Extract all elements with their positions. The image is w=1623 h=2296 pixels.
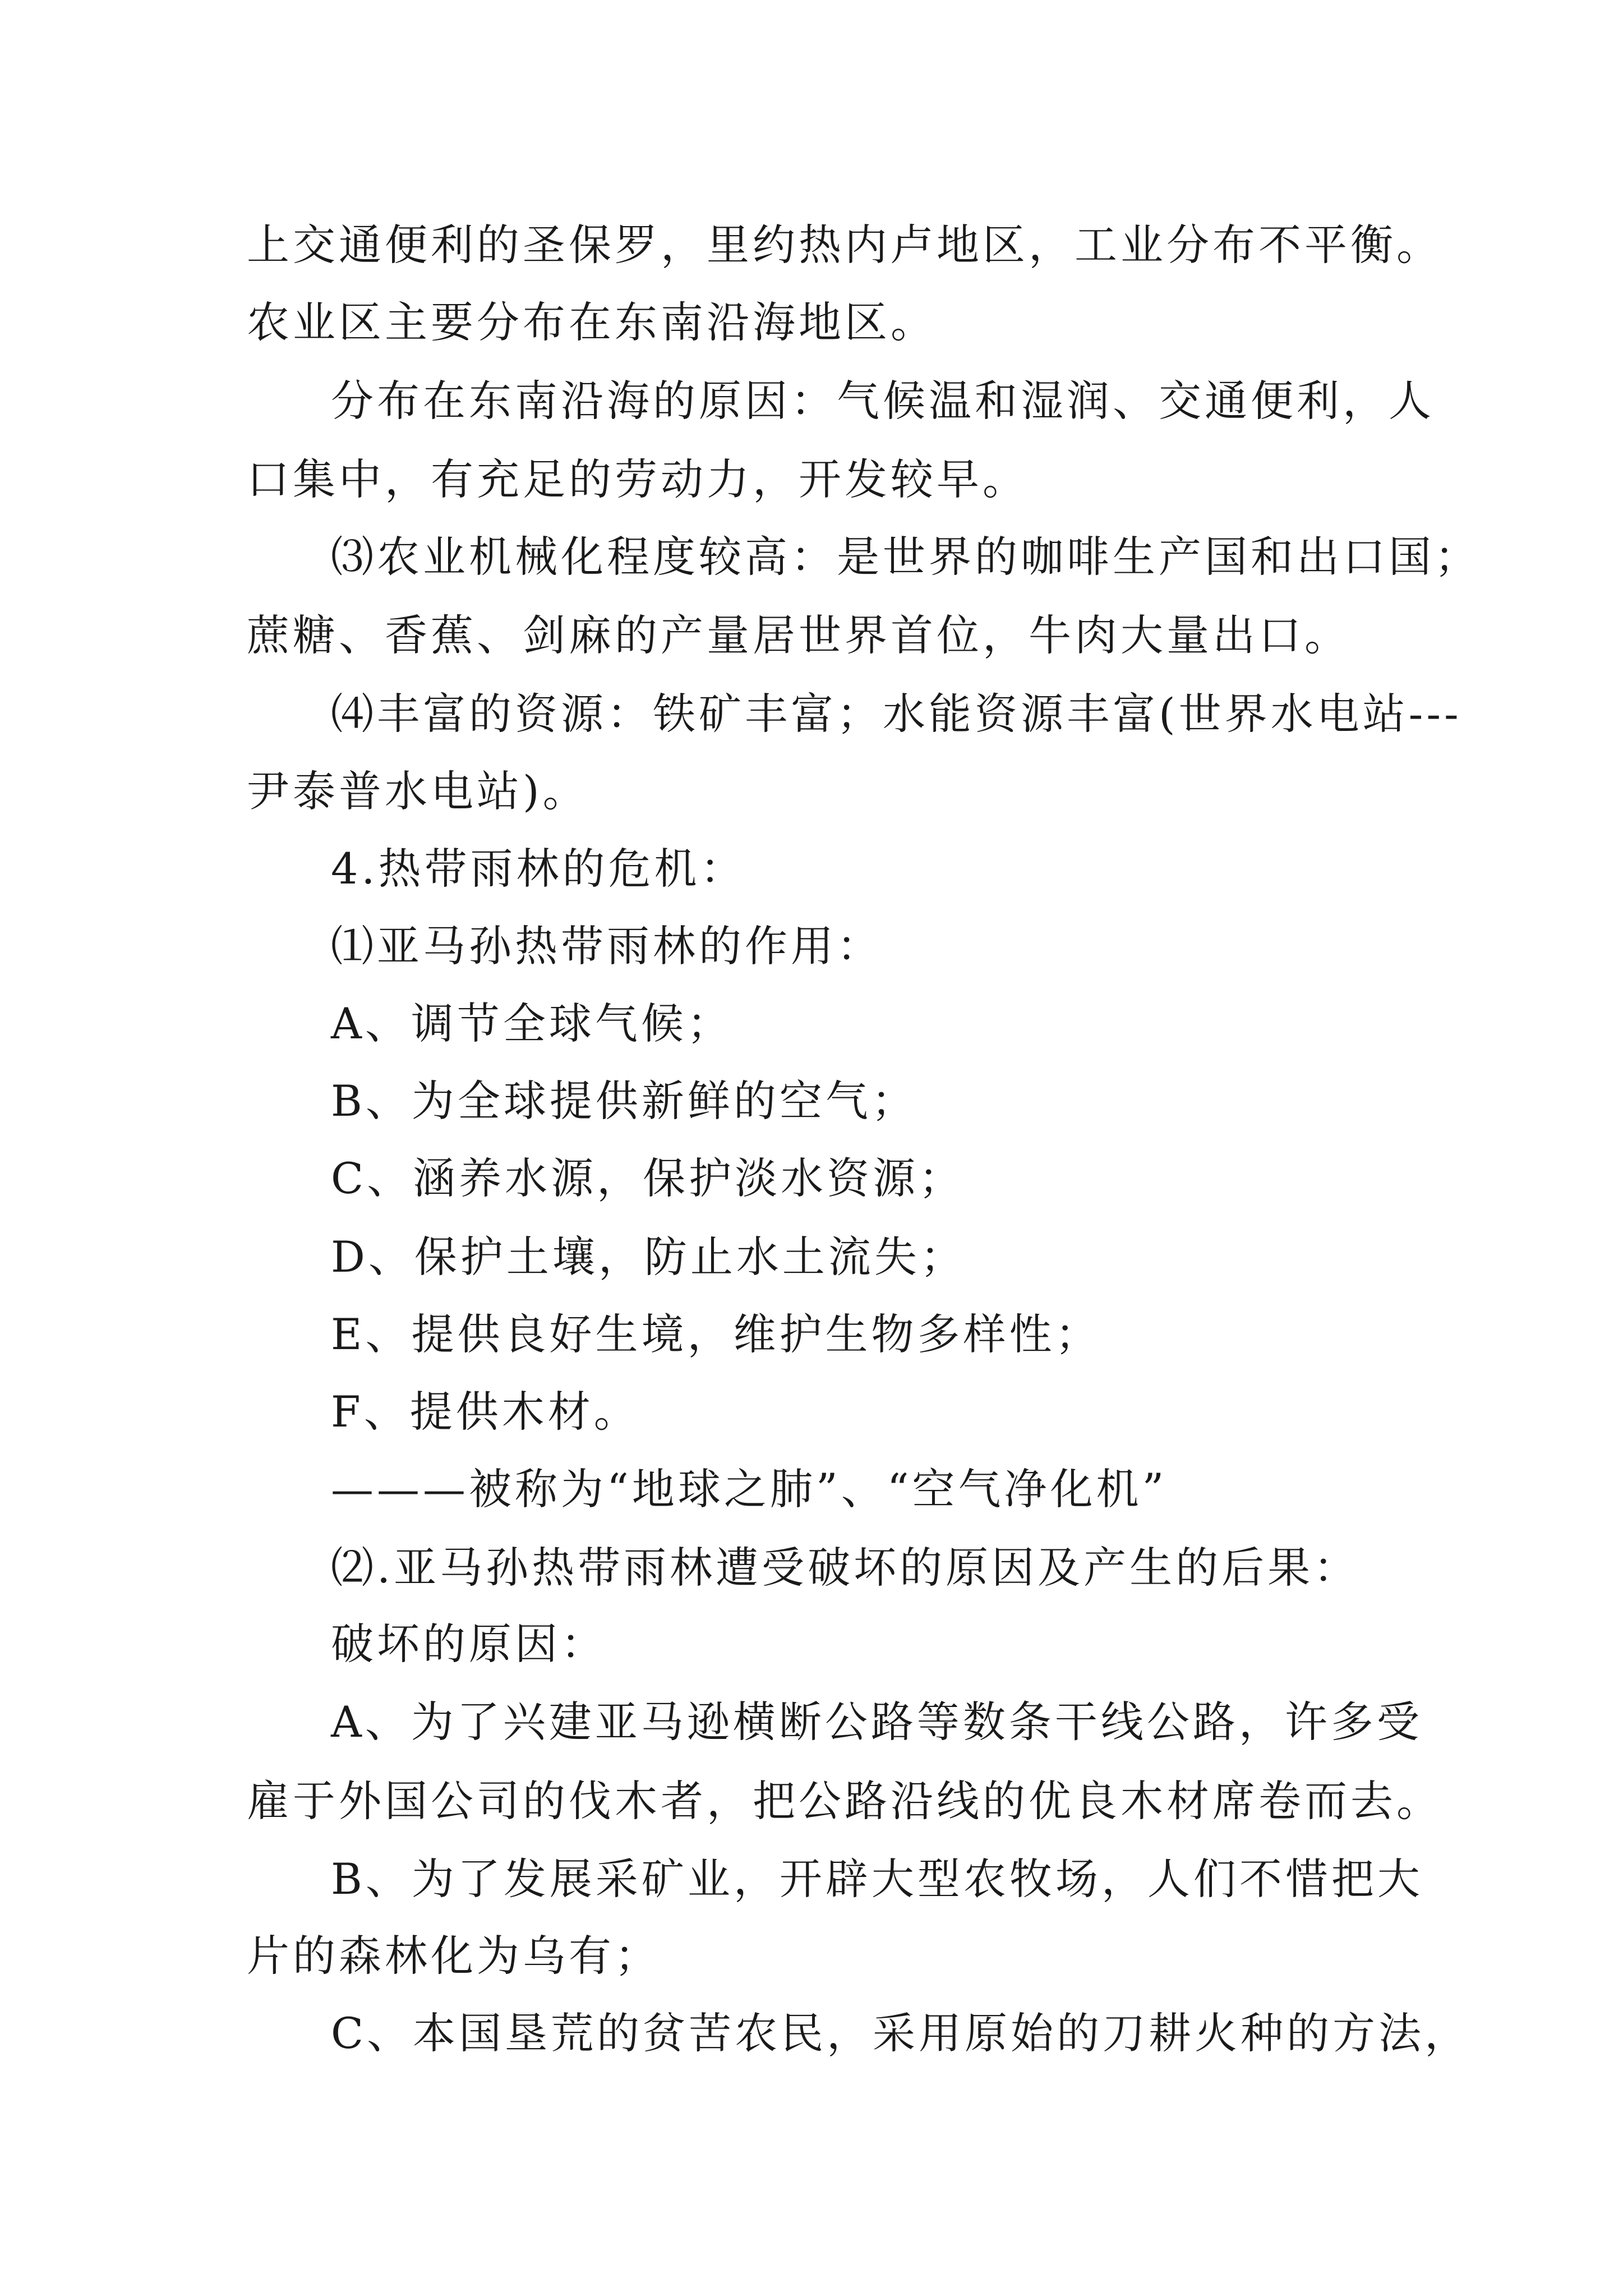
text-line: ⑷丰富的资源：铁矿丰富；水能资源丰富(世界水电站--- (331, 689, 1462, 739)
list-item: B、为全球提供新鲜的空气； (331, 1076, 917, 1126)
list-item: B、为了发展采矿业，开辟大型农牧场，人们不惜把大 (331, 1854, 1423, 1904)
text-line: 口集中，有充足的劳动力，开发较早。 (247, 454, 1029, 504)
text-line: 蔗糖、香蕉、剑麻的产量居世界首位，牛肉大量出口。 (247, 610, 1350, 660)
text-line: 尹泰普水电站)。 (247, 766, 589, 816)
text-line: ⑶农业机械化程度较高：是世界的咖啡生产国和出口国； (331, 532, 1481, 582)
text-line: ———被称为“地球之肺”、“空气净化机” (331, 1464, 1168, 1514)
section-heading: 4.热带雨林的危机： (331, 844, 746, 894)
list-item: E、提供良好生境，维护生物多样性； (331, 1309, 1101, 1359)
list-item: C、涵养水源，保护淡水资源； (331, 1153, 965, 1203)
list-item: C、本国垦荒的贫苦农民，采用原始的刀耕火种的方法， (331, 2008, 1471, 2058)
text-line: 农业区主要分布在东南沿海地区。 (247, 297, 937, 347)
text-line: 分布在东南沿海的原因：气候温和湿润、交通便利，人 (331, 376, 1435, 426)
subsection-heading: ⑴亚马孙热带雨林的作用： (331, 921, 883, 971)
list-item: F、提供木材。 (331, 1387, 640, 1437)
list-item: A、调节全球气候； (331, 999, 733, 1048)
subsection-heading: ⑵.亚马孙热带雨林遭受破坏的原因及产生的后果： (331, 1543, 1360, 1593)
text-line: 破坏的原因： (331, 1619, 607, 1669)
text-line: 上交通便利的圣保罗，里约热内卢地区，工业分布不平衡。 (247, 220, 1442, 270)
list-item: D、保护土壤，防止水土流失； (331, 1232, 966, 1282)
text-line: 雇于外国公司的伐木者，把公路沿线的优良木材席卷而去。 (247, 1776, 1442, 1826)
text-line: 片的森林化为乌有； (247, 1931, 661, 1981)
list-item: A、为了兴建亚马逊横断公路等数条干线公路，许多受 (331, 1697, 1423, 1747)
